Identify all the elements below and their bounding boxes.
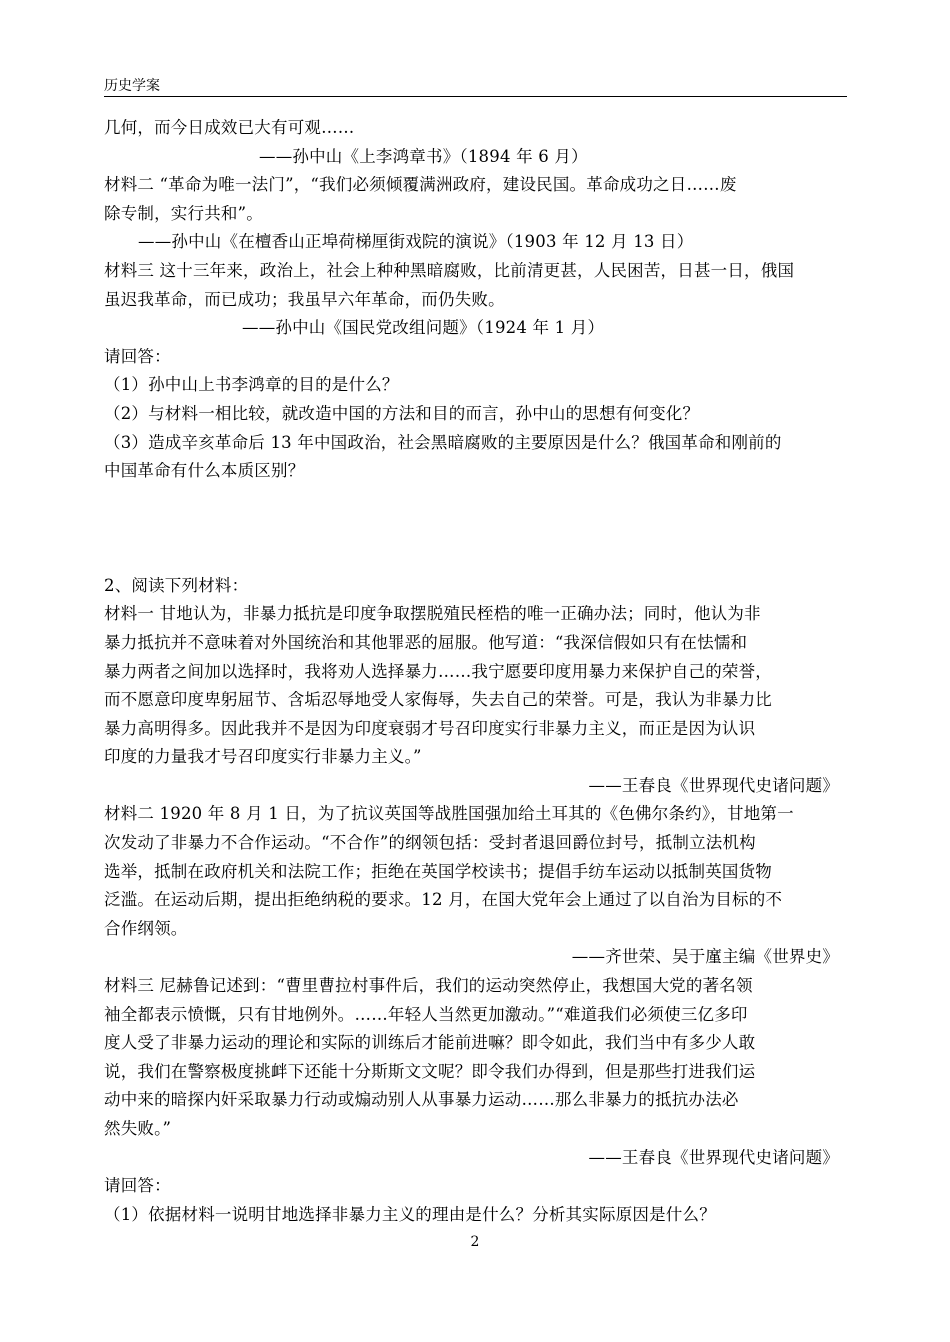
q2-material-one-line-1: 材料一 甘地认为，非暴力抵抗是印度争取摆脱殖民桎梏的唯一正确办法；同时，他认为非	[104, 604, 761, 624]
q2-material-three-line-6: 然失败。”	[104, 1119, 172, 1138]
q2-answer-prompt: 请回答：	[104, 1176, 171, 1196]
page-header-title: 历史学案	[104, 78, 160, 94]
q2-material-two-line-5: 合作纲领。	[104, 918, 188, 938]
q2-material-three-line-1: 材料三 尼赫鲁记述到：“曹里曹拉村事件后，我们的运动突然停止，我想国大党的著名领	[104, 976, 753, 996]
material-one-continuation: 几何，而今日成效已大有可观……	[104, 118, 355, 137]
q2-material-two-line-2: 次发动了非暴力不合作运动。“不合作”的纲领包括：受封者退回爵位封号，抵制立法机构	[104, 833, 756, 853]
q2-material-three-line-3: 度人受了非暴力运动的理论和实际的训练后才能前进嘛？即令如此，我们当中有多少人敢	[104, 1033, 756, 1053]
citation-material-two: ——孙中山《在檀香山正埠荷梯厘街戏院的演说》（1903 年 12 月 13 日）	[138, 232, 694, 252]
page-content	[104, 114, 847, 1229]
citation-material-three: ——孙中山《国民党改组问题》（1924 年 1 月）	[242, 318, 605, 338]
material-three-line-1: 材料三 这十三年来，政治上，社会上种种黑暗腐败，比前清更甚，人民困苦，日甚一日，俄国	[104, 260, 795, 280]
q2-material-three-line-4: 说，我们在警察极度挑衅下还能十分斯斯文文呢？即令我们办得到，但是那些打进我们运	[104, 1061, 756, 1081]
q2-material-one-line-4: 而不愿意印度卑躬屈节、含垢忍辱地受人家侮辱，失去自己的荣誉。可是，我认为非暴力比	[104, 690, 772, 710]
material-two-line-2: 除专制，实行共和”。	[104, 203, 263, 223]
q2-material-three-line-5: 动中来的暗探内奸采取暴力行动或煽动别人从事暴力运动……那么非暴力的抵抗办法必	[104, 1090, 739, 1110]
q2-material-two-line-1: 材料二 1920 年 8 月 1 日，为了抗议英国等战胜国强加给土耳其的《色佛尔条约》，甘地第一	[104, 804, 794, 824]
material-two-line-1: 材料二 “革命为唯一法门”，“我们必须倾覆满洲政府，建设民国。革命成功之日……废	[104, 175, 737, 195]
q2-material-one-line-2: 暴力抵抗并不意味着对外国统治和其他罪恶的屈服。他写道：“我深信假如只有在怯懦和	[104, 632, 748, 652]
q2-citation-material-three: ——王春良《世界现代史诸问题》	[588, 1147, 839, 1167]
q2-citation-material-one: ——王春良《世界现代史诸问题》	[588, 775, 839, 795]
citation-material-one: ——孙中山《上李鸿章书》（1894 年 6 月）	[259, 146, 588, 166]
q2-material-two-line-4: 泛滥。在运动后期，提出拒绝纳税的要求。12 月，在国大党年会上通过了以自治为目标的不	[104, 890, 783, 910]
question-1-1: （1）孙中山上书李鸿章的目的是什么？	[104, 375, 399, 395]
answer-space	[104, 486, 847, 572]
q2-citation-material-two: ——齐世荣、吴于廑主编《世界史》	[571, 947, 839, 967]
q2-material-one-line-5: 暴力高明得多。因此我并不是因为印度衰弱才号召印度实行非暴力主义，而正是因为认识	[104, 718, 756, 738]
q2-material-three-line-2: 袖全都表示愤慨，只有甘地例外。……年轻人当然更加激动。”“难道我们必须使三亿多印	[104, 1004, 748, 1024]
question-2-heading: 2、阅读下列材料：	[104, 575, 249, 595]
q2-material-one-line-3: 暴力两者之间加以选择时，我将劝人选择暴力……我宁愿要印度用暴力来保护自己的荣誉，	[104, 661, 772, 681]
question-1-2: （2）与材料一相比较，就改造中国的方法和目的而言，孙中山的思想有何变化？	[104, 403, 700, 423]
material-three-line-2: 虽迟我革命，而已成功；我虽早六年革命，而仍失败。	[104, 289, 505, 309]
answer-prompt: 请回答：	[104, 346, 171, 366]
q2-material-two-line-3: 选举，抵制在政府机关和法院工作；拒绝在英国学校读书；提倡手纺车运动以抵制英国货物	[104, 861, 772, 881]
header-divider	[104, 96, 847, 97]
page-number: 2	[470, 1234, 480, 1250]
question-1-3-line-2: 中国革命有什么本质区别？	[104, 461, 305, 481]
question-1-3-line-1: （3）造成辛亥革命后 13 年中国政治，社会黑暗腐败的主要原因是什么？俄国革命和刚前的	[104, 432, 782, 452]
q2-material-one-line-6: 印度的力量我才号召印度实行非暴力主义。”	[104, 747, 422, 767]
question-2-1: （1）依据材料一说明甘地选择非暴力主义的理由是什么？分析其实际原因是什么？	[104, 1204, 716, 1224]
